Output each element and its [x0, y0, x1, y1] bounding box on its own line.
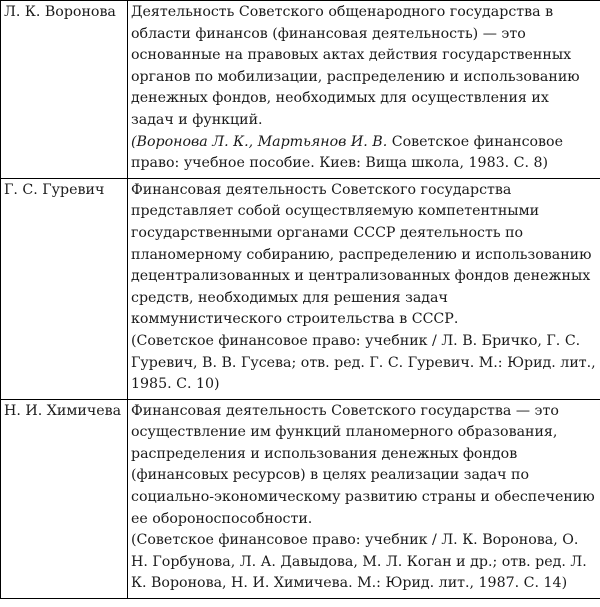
citation	[131, 132, 596, 175]
citation	[131, 331, 596, 396]
definition-text: Финансовая деятельность Советского государства представляет собой осуществляемую компетентными государственными органами СССР деятельность по планомерному собиранию, распределению и использованию децентрализованных и централизованных фондов денежных средств, необходимых для решения задач коммунистического строительства в СССР.	[131, 181, 592, 328]
author-cell: Л. К. Воронова	[1, 1, 128, 179]
author-cell: Г. С. Гуревич	[1, 178, 128, 399]
citation-authors: (Воронова Л. К., Мартьянов И. В.	[131, 133, 388, 150]
table-row	[1, 178, 600, 399]
citation	[131, 530, 596, 595]
citation-source: (Советское финансовое право: учебник / Л. К. Воронова, О. Н. Горбунова, Л. А. Давыдова, М. Л. Коган и др.; отв. ред. Л. К. Воронова, Н. И. Химичева. М.: Юрид. лит., 1987. С. 14)	[131, 532, 587, 592]
definition-cell	[128, 1, 600, 179]
definition-text: Финансовая деятельность Советского государства — это осуществление им функций планомерного образования, распределения и использования денежных фондов (финансовых ресурсов) в целях реализации задач по социально-экономическому развитию страны и обеспечению ее обороноспособности.	[131, 402, 595, 527]
definition-cell	[128, 178, 600, 399]
definition-text: Деятельность Советского общенародного государства в области финансов (финансовая деятельность) — это основанные на правовых актах действия государственных органов по мобилизации, распределению и использованию денежных фондов, необходимых для осуществления их задач и функций.	[131, 4, 580, 128]
citation-source: (Советское финансовое право: учебник / Л. В. Бричко, Г. С. Гуревич, В. В. Гусева; отв. ред. Г. С. Гуревич. М.: Юрид. лит., 1985. С. 10)	[131, 332, 596, 393]
author-cell: Н. И. Химичева	[1, 399, 128, 598]
citation-source: Советское финансовое право: учебное пособие. Киев: Вища школа, 1983. С. 8)	[131, 133, 563, 172]
table-row	[1, 399, 600, 598]
definition-cell	[128, 399, 600, 598]
table-row	[1, 1, 600, 179]
